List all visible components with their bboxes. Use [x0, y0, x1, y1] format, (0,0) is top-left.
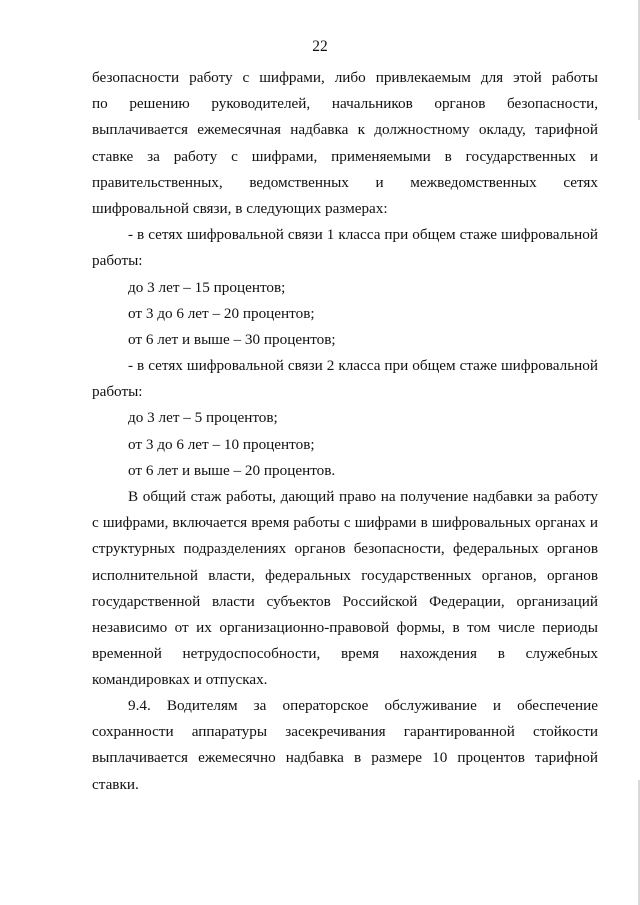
- rate-item: от 6 лет и выше – 20 процентов.: [128, 461, 336, 479]
- text-line: государственной власти субъектов Российской Федерации, организаций: [92, 592, 598, 610]
- text-line: ставки.: [92, 775, 139, 793]
- text-line: работы:: [92, 383, 143, 401]
- text-line: работы:: [92, 252, 143, 270]
- text-line: по решению руководителей, начальников органов безопасности,: [92, 95, 598, 113]
- paragraph-9-4-drivers: [92, 693, 598, 798]
- text-line: исполнительной власти, федеральных государственных органов, органов: [92, 566, 598, 584]
- list-item-class-2: - в сетях шифровальной связи 2 класса при общем стаже шифровальной: [128, 357, 598, 375]
- text-line: сохранности аппаратуры засекречивания гарантированной стойкости: [92, 723, 598, 741]
- page-number: 22: [312, 38, 328, 55]
- text-line: выплачивается ежемесячная надбавка к должностному окладу, тарифной: [92, 121, 598, 139]
- text-line: командировках и отпусках.: [92, 671, 268, 689]
- text-line: ставке за работу с шифрами, применяемыми в государственных и: [92, 147, 598, 165]
- text-line: выплачивается ежемесячно надбавка в размере 10 процентов тарифной: [92, 749, 598, 767]
- rate-item: от 6 лет и выше – 30 процентов;: [128, 330, 336, 348]
- rate-item: до 3 лет – 15 процентов;: [128, 278, 286, 296]
- text-line: шифровальной связи, в следующих размерах:: [92, 199, 388, 217]
- rate-item: от 3 до 6 лет – 10 процентов;: [128, 435, 315, 453]
- text-line: правительственных, ведомственных и межведомственных сетях: [92, 173, 598, 191]
- text-line: независимо от их организационно-правовой формы, в том числе периоды: [92, 618, 598, 636]
- rate-item: до 3 лет – 5 процентов;: [128, 409, 278, 427]
- text-line: временной нетрудоспособности, время нахождения в служебных: [92, 645, 598, 663]
- paragraph-allowance-cipher-work: [92, 65, 598, 484]
- text-line: структурных подразделениях органов безопасности, федеральных органов: [92, 540, 598, 558]
- text-line: безопасности работу с шифрами, либо привлекаемым для этой работы: [92, 69, 598, 86]
- text-line: с шифрами, включается время работы с шифрами в шифровальных органах и: [92, 514, 598, 532]
- list-item-class-1: - в сетях шифровальной связи 1 класса при общем стаже шифровальной: [128, 226, 598, 244]
- text-line: 9.4. Водителям за операторское обслуживание и обеспечение: [128, 697, 598, 714]
- rate-item: от 3 до 6 лет – 20 процентов;: [128, 304, 315, 322]
- paragraph-total-experience: [92, 484, 598, 694]
- text-line: В общий стаж работы, дающий право на получение надбавки за работу: [128, 488, 598, 505]
